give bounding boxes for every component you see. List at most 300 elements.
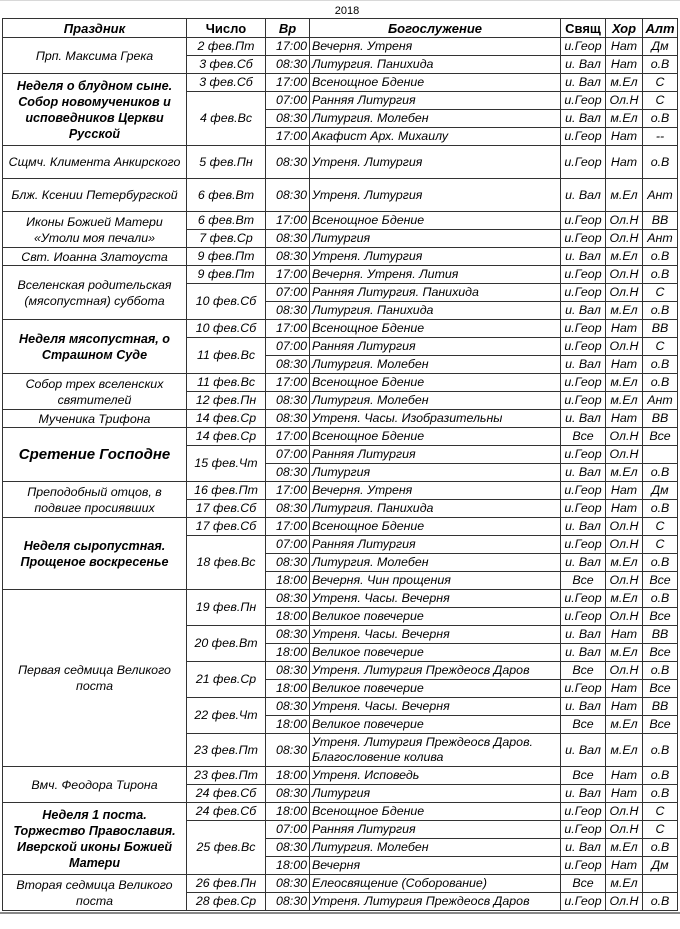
service-time: 08:30 xyxy=(266,464,310,482)
service-alt: С xyxy=(643,536,678,554)
service-date: 4 фев.Вс xyxy=(187,92,266,146)
service-priest: и.Геор xyxy=(561,893,606,911)
service-row xyxy=(3,374,678,392)
service-alt: о.В xyxy=(643,248,678,266)
service-choir: Нат xyxy=(606,482,643,500)
service-time: 17:00 xyxy=(266,266,310,284)
service-priest: и.Геор xyxy=(561,680,606,698)
service-time: 08:30 xyxy=(266,698,310,716)
service-row xyxy=(3,212,678,230)
service-alt: С xyxy=(643,74,678,92)
service-choir: Нат xyxy=(606,698,643,716)
service-date: 5 фев.Пн xyxy=(187,146,266,179)
service-time: 17:00 xyxy=(266,374,310,392)
service-row xyxy=(3,428,678,446)
service-time: 07:00 xyxy=(266,821,310,839)
service-name: Великое повечерие xyxy=(310,716,561,734)
service-date: 6 фев.Вт xyxy=(187,179,266,212)
feast-name: Вторая седмица Великого поста xyxy=(3,875,187,911)
service-time: 08:30 xyxy=(266,500,310,518)
service-alt: о.В xyxy=(643,146,678,179)
service-priest: и. Вал xyxy=(561,302,606,320)
service-row xyxy=(3,179,678,212)
service-date: 17 фев.Сб xyxy=(187,518,266,536)
service-choir: Нат xyxy=(606,857,643,875)
service-name: Великое повечерие xyxy=(310,608,561,626)
year-label: 2018 xyxy=(334,5,360,17)
service-time: 08:30 xyxy=(266,839,310,857)
service-row xyxy=(3,482,678,500)
service-name: Литургия. Молебен xyxy=(310,392,561,410)
service-time: 17:00 xyxy=(266,74,310,92)
service-priest: и.Геор xyxy=(561,374,606,392)
service-time: 08:30 xyxy=(266,302,310,320)
service-time: 08:30 xyxy=(266,626,310,644)
service-choir: Ол.Н xyxy=(606,428,643,446)
service-alt: о.В xyxy=(643,893,678,911)
service-time: 08:30 xyxy=(266,248,310,266)
header-feast: Праздник xyxy=(3,19,187,38)
service-choir: Ол.Н xyxy=(606,536,643,554)
service-alt: Все xyxy=(643,572,678,590)
service-name: Литургия xyxy=(310,464,561,482)
service-time: 07:00 xyxy=(266,536,310,554)
service-name: Всенощное Бдение xyxy=(310,320,561,338)
service-row xyxy=(3,875,678,893)
service-priest: и. Вал xyxy=(561,464,606,482)
service-name: Литургия. Панихида xyxy=(310,302,561,320)
service-name: Ранняя Литургия xyxy=(310,446,561,464)
service-priest: и. Вал xyxy=(561,356,606,374)
service-name: Литургия xyxy=(310,230,561,248)
service-name: Всенощное Бдение xyxy=(310,374,561,392)
service-name: Утреня. Литургия Преждеосв Даров. Благословение колива xyxy=(310,734,561,767)
service-time: 17:00 xyxy=(266,212,310,230)
service-date: 22 фев.Чт xyxy=(187,698,266,734)
service-priest: и. Вал xyxy=(561,410,606,428)
service-row xyxy=(3,767,678,785)
service-choir: Ол.Н xyxy=(606,92,643,110)
service-time: 08:30 xyxy=(266,179,310,212)
service-alt: Все xyxy=(643,428,678,446)
service-priest: и.Геор xyxy=(561,266,606,284)
service-choir: м.Ел xyxy=(606,74,643,92)
service-alt: С xyxy=(643,803,678,821)
service-name: Утреня. Часы. Изобразительны xyxy=(310,410,561,428)
service-date: 6 фев.Вт xyxy=(187,212,266,230)
service-priest: и.Геор xyxy=(561,500,606,518)
service-time: 08:30 xyxy=(266,893,310,911)
service-choir: м.Ел xyxy=(606,590,643,608)
service-time: 17:00 xyxy=(266,320,310,338)
service-priest: и.Геор xyxy=(561,128,606,146)
service-time: 17:00 xyxy=(266,518,310,536)
service-alt: С xyxy=(643,518,678,536)
header-priest: Свящ xyxy=(561,19,606,38)
feast-name: Прп. Максима Грека xyxy=(3,38,187,74)
service-alt: Все xyxy=(643,608,678,626)
service-choir: Нат xyxy=(606,500,643,518)
service-name: Вечерня. Утреня. Лития xyxy=(310,266,561,284)
service-time: 18:00 xyxy=(266,680,310,698)
service-choir: Нат xyxy=(606,410,643,428)
service-name: Ранняя Литургия xyxy=(310,92,561,110)
service-alt: о.В xyxy=(643,662,678,680)
service-time: 07:00 xyxy=(266,284,310,302)
service-name: Вечерня xyxy=(310,857,561,875)
feast-name: Иконы Божией Матери «Утоли моя печали» xyxy=(3,212,187,248)
header-alt: Алт xyxy=(643,19,678,38)
service-row xyxy=(3,146,678,179)
header-time: Вр xyxy=(266,19,310,38)
service-time: 18:00 xyxy=(266,803,310,821)
service-alt: С xyxy=(643,92,678,110)
service-name: Вечерня. Утреня xyxy=(310,38,561,56)
service-date: 23 фев.Пт xyxy=(187,767,266,785)
service-choir: м.Ел xyxy=(606,392,643,410)
service-alt: о.В xyxy=(643,302,678,320)
service-priest: и. Вал xyxy=(561,785,606,803)
service-alt: о.В xyxy=(643,110,678,128)
service-priest: и.Геор xyxy=(561,803,606,821)
service-priest: Все xyxy=(561,662,606,680)
service-time: 08:30 xyxy=(266,554,310,572)
service-row xyxy=(3,74,678,92)
service-date: 11 фев.Вс xyxy=(187,338,266,374)
service-date: 9 фев.Пт xyxy=(187,248,266,266)
service-priest: и.Геор xyxy=(561,608,606,626)
feast-name: Сщмч. Климента Анкирского xyxy=(3,146,187,179)
service-choir: м.Ел xyxy=(606,110,643,128)
service-priest: и.Геор xyxy=(561,821,606,839)
service-priest: Все xyxy=(561,572,606,590)
service-row xyxy=(3,266,678,284)
service-alt: о.В xyxy=(643,767,678,785)
service-row xyxy=(3,320,678,338)
service-choir: м.Ел xyxy=(606,554,643,572)
service-priest: и.Геор xyxy=(561,212,606,230)
service-priest: и.Геор xyxy=(561,338,606,356)
service-choir: Ол.Н xyxy=(606,518,643,536)
service-date: 20 фев.Вт xyxy=(187,626,266,662)
service-row xyxy=(3,248,678,266)
service-date: 15 фев.Чт xyxy=(187,446,266,482)
service-date: 3 фев.Сб xyxy=(187,56,266,74)
service-alt xyxy=(643,446,678,464)
service-date: 19 фев.Пн xyxy=(187,590,266,626)
service-choir: Нат xyxy=(606,38,643,56)
service-priest: и.Геор xyxy=(561,284,606,302)
service-priest: и. Вал xyxy=(561,74,606,92)
service-date: 28 фев.Ср xyxy=(187,893,266,911)
service-priest: и. Вал xyxy=(561,518,606,536)
service-priest: и.Геор xyxy=(561,38,606,56)
service-alt: ВВ xyxy=(643,698,678,716)
service-priest: и. Вал xyxy=(561,110,606,128)
service-choir: Ол.Н xyxy=(606,284,643,302)
service-alt: Ант xyxy=(643,230,678,248)
service-time: 08:30 xyxy=(266,410,310,428)
service-priest: Все xyxy=(561,716,606,734)
service-alt: о.В xyxy=(643,590,678,608)
service-priest: и.Геор xyxy=(561,230,606,248)
feast-name: Вселенская родительская (мясопустная) суббота xyxy=(3,266,187,320)
service-alt: о.В xyxy=(643,839,678,857)
service-row xyxy=(3,38,678,56)
service-alt: Ант xyxy=(643,392,678,410)
service-name: Утреня. Литургия xyxy=(310,146,561,179)
service-alt: о.В xyxy=(643,734,678,767)
service-priest: и. Вал xyxy=(561,839,606,857)
service-date: 26 фев.Пн xyxy=(187,875,266,893)
service-name: Великое повечерие xyxy=(310,680,561,698)
service-row xyxy=(3,590,678,608)
service-name: Литургия. Молебен xyxy=(310,554,561,572)
service-time: 18:00 xyxy=(266,608,310,626)
service-choir: Нат xyxy=(606,356,643,374)
service-priest: и. Вал xyxy=(561,698,606,716)
service-alt: Все xyxy=(643,680,678,698)
service-alt: о.В xyxy=(643,374,678,392)
service-name: Литургия. Панихида xyxy=(310,500,561,518)
service-date: 17 фев.Сб xyxy=(187,500,266,518)
service-date: 3 фев.Сб xyxy=(187,74,266,92)
service-choir: Нат xyxy=(606,767,643,785)
service-choir: м.Ел xyxy=(606,179,643,212)
service-priest: Все xyxy=(561,428,606,446)
service-alt: Дм xyxy=(643,482,678,500)
service-choir: Нат xyxy=(606,56,643,74)
service-priest: и.Геор xyxy=(561,482,606,500)
service-alt: о.В xyxy=(643,56,678,74)
service-choir: Ол.Н xyxy=(606,893,643,911)
service-priest: и.Геор xyxy=(561,392,606,410)
service-time: 18:00 xyxy=(266,572,310,590)
service-alt: С xyxy=(643,284,678,302)
feast-name: Блж. Ксении Петербургской xyxy=(3,179,187,212)
service-date: 12 фев.Пн xyxy=(187,392,266,410)
service-date: 14 фев.Ср xyxy=(187,410,266,428)
service-time: 17:00 xyxy=(266,38,310,56)
service-time: 08:30 xyxy=(266,785,310,803)
service-choir: Ол.Н xyxy=(606,446,643,464)
service-name: Всенощное Бдение xyxy=(310,518,561,536)
service-name: Вечерня. Чин прощения xyxy=(310,572,561,590)
service-alt: -- xyxy=(643,128,678,146)
feast-name: Неделя 1 поста. Торжество Православия. Иверской иконы Божией Матери xyxy=(3,803,187,875)
service-choir: м.Ел xyxy=(606,302,643,320)
service-choir: Нат xyxy=(606,680,643,698)
service-name: Ранняя Литургия xyxy=(310,536,561,554)
service-name: Всенощное Бдение xyxy=(310,428,561,446)
service-date: 18 фев.Вс xyxy=(187,536,266,590)
service-choir: м.Ел xyxy=(606,464,643,482)
feast-name: Вмч. Феодора Тирона xyxy=(3,767,187,803)
service-name: Утреня. Литургия xyxy=(310,179,561,212)
service-priest: и.Геор xyxy=(561,590,606,608)
service-name: Литургия. Молебен xyxy=(310,110,561,128)
service-alt: о.В xyxy=(643,554,678,572)
service-name: Акафист Арх. Михаилу xyxy=(310,128,561,146)
service-name: Всенощное Бдение xyxy=(310,212,561,230)
service-time: 08:30 xyxy=(266,875,310,893)
service-alt: о.В xyxy=(643,785,678,803)
service-time: 08:30 xyxy=(266,662,310,680)
service-name: Ранняя Литургия. Панихида xyxy=(310,284,561,302)
service-time: 08:30 xyxy=(266,590,310,608)
service-priest: Все xyxy=(561,875,606,893)
service-row xyxy=(3,518,678,536)
service-priest: и.Геор xyxy=(561,857,606,875)
service-time: 18:00 xyxy=(266,857,310,875)
service-name: Ранняя Литургия xyxy=(310,821,561,839)
service-date: 21 фев.Ср xyxy=(187,662,266,698)
service-priest: и.Геор xyxy=(561,92,606,110)
service-choir: м.Ел xyxy=(606,644,643,662)
service-choir: Ол.Н xyxy=(606,338,643,356)
service-date: 14 фев.Ср xyxy=(187,428,266,446)
service-choir: Ол.Н xyxy=(606,821,643,839)
service-alt: ВВ xyxy=(643,320,678,338)
service-name: Всенощное Бдение xyxy=(310,803,561,821)
feast-name: Неделя мясопустная, о Страшном Суде xyxy=(3,320,187,374)
service-choir: м.Ел xyxy=(606,839,643,857)
service-date: 23 фев.Пт xyxy=(187,734,266,767)
service-priest: и.Геор xyxy=(561,446,606,464)
service-choir: Нат xyxy=(606,320,643,338)
service-choir: Нат xyxy=(606,626,643,644)
service-time: 08:30 xyxy=(266,56,310,74)
header-row xyxy=(3,19,678,38)
service-alt: о.В xyxy=(643,464,678,482)
service-name: Литургия xyxy=(310,785,561,803)
service-name: Елеосвящение (Соборование) xyxy=(310,875,561,893)
service-choir: Ол.Н xyxy=(606,212,643,230)
service-time: 17:00 xyxy=(266,428,310,446)
service-priest: и.Геор xyxy=(561,146,606,179)
service-priest: и. Вал xyxy=(561,644,606,662)
service-alt xyxy=(643,875,678,893)
service-alt: Дм xyxy=(643,857,678,875)
service-name: Утреня. Литургия Преждеосв Даров xyxy=(310,662,561,680)
service-priest: Все xyxy=(561,767,606,785)
service-time: 08:30 xyxy=(266,392,310,410)
service-name: Великое повечерие xyxy=(310,644,561,662)
service-time: 18:00 xyxy=(266,716,310,734)
service-priest: и.Геор xyxy=(561,320,606,338)
service-choir: Нат xyxy=(606,128,643,146)
service-choir: Нат xyxy=(606,146,643,179)
service-alt: Ант xyxy=(643,179,678,212)
service-time: 07:00 xyxy=(266,92,310,110)
service-date: 7 фев.Ср xyxy=(187,230,266,248)
service-priest: и. Вал xyxy=(561,179,606,212)
service-name: Утреня. Часы. Вечерня xyxy=(310,626,561,644)
service-name: Литургия. Панихида xyxy=(310,56,561,74)
header-date: Число xyxy=(187,19,266,38)
header-choir: Хор xyxy=(606,19,643,38)
feast-name: Сретение Господне xyxy=(3,428,187,482)
bottom-border xyxy=(0,912,680,918)
service-name: Всенощное Бдение xyxy=(310,74,561,92)
service-row xyxy=(3,803,678,821)
service-alt: С xyxy=(643,821,678,839)
feast-name: Неделя сыропустная. Прощеное воскресенье xyxy=(3,518,187,590)
feast-name: Неделя о блудном сыне. Собор новомучеников и исповедников Церкви Русской xyxy=(3,74,187,146)
service-priest: и. Вал xyxy=(561,734,606,767)
service-choir: Нат xyxy=(606,785,643,803)
service-priest: и. Вал xyxy=(561,248,606,266)
feast-name: Собор трех вселенских святителей xyxy=(3,374,187,410)
service-choir: Ол.Н xyxy=(606,803,643,821)
service-time: 17:00 xyxy=(266,128,310,146)
service-priest: и. Вал xyxy=(561,626,606,644)
service-time: 08:30 xyxy=(266,146,310,179)
service-date: 9 фев.Пт xyxy=(187,266,266,284)
service-alt: ВВ xyxy=(643,626,678,644)
service-time: 18:00 xyxy=(266,644,310,662)
service-time: 07:00 xyxy=(266,338,310,356)
service-name: Утреня. Литургия Преждеосв Даров xyxy=(310,893,561,911)
service-choir: м.Ел xyxy=(606,716,643,734)
feast-name: Преподобный отцов, в подвиге просиявших xyxy=(3,482,187,518)
service-time: 18:00 xyxy=(266,767,310,785)
service-date: 2 фев.Пт xyxy=(187,38,266,56)
service-choir: Ол.Н xyxy=(606,608,643,626)
service-date: 24 фев.Сб xyxy=(187,785,266,803)
service-choir: м.Ел xyxy=(606,374,643,392)
schedule-table xyxy=(2,18,678,911)
feast-name: Свт. Иоанна Златоуста xyxy=(3,248,187,266)
service-alt: Все xyxy=(643,644,678,662)
service-priest: и. Вал xyxy=(561,56,606,74)
service-date: 10 фев.Сб xyxy=(187,320,266,338)
service-time: 08:30 xyxy=(266,356,310,374)
service-priest: и. Вал xyxy=(561,554,606,572)
service-name: Вечерня. Утреня xyxy=(310,482,561,500)
service-choir: м.Ел xyxy=(606,875,643,893)
service-choir: Ол.Н xyxy=(606,572,643,590)
service-time: 08:30 xyxy=(266,110,310,128)
feast-name: Мученика Трифона xyxy=(3,410,187,428)
service-name: Ранняя Литургия xyxy=(310,338,561,356)
service-alt: С xyxy=(643,338,678,356)
service-alt: о.В xyxy=(643,356,678,374)
service-date: 16 фев.Пт xyxy=(187,482,266,500)
service-alt: ВВ xyxy=(643,410,678,428)
service-choir: Ол.Н xyxy=(606,266,643,284)
service-name: Утреня. Литургия xyxy=(310,248,561,266)
service-name: Литургия. Молебен xyxy=(310,356,561,374)
service-row xyxy=(3,410,678,428)
service-choir: Ол.Н xyxy=(606,662,643,680)
service-name: Утреня. Исповедь xyxy=(310,767,561,785)
service-alt: Все xyxy=(643,716,678,734)
header-service: Богослужение xyxy=(310,19,561,38)
feast-name: Первая седмица Великого поста xyxy=(3,590,187,767)
service-choir: м.Ел xyxy=(606,248,643,266)
service-choir: Ол.Н xyxy=(606,230,643,248)
service-alt: ВВ xyxy=(643,212,678,230)
service-alt: о.В xyxy=(643,500,678,518)
service-time: 08:30 xyxy=(266,734,310,767)
service-name: Утреня. Часы. Вечерня xyxy=(310,590,561,608)
service-time: 08:30 xyxy=(266,230,310,248)
service-alt: о.В xyxy=(643,266,678,284)
service-time: 17:00 xyxy=(266,482,310,500)
schedule-body xyxy=(3,38,678,911)
service-name: Утреня. Часы. Вечерня xyxy=(310,698,561,716)
